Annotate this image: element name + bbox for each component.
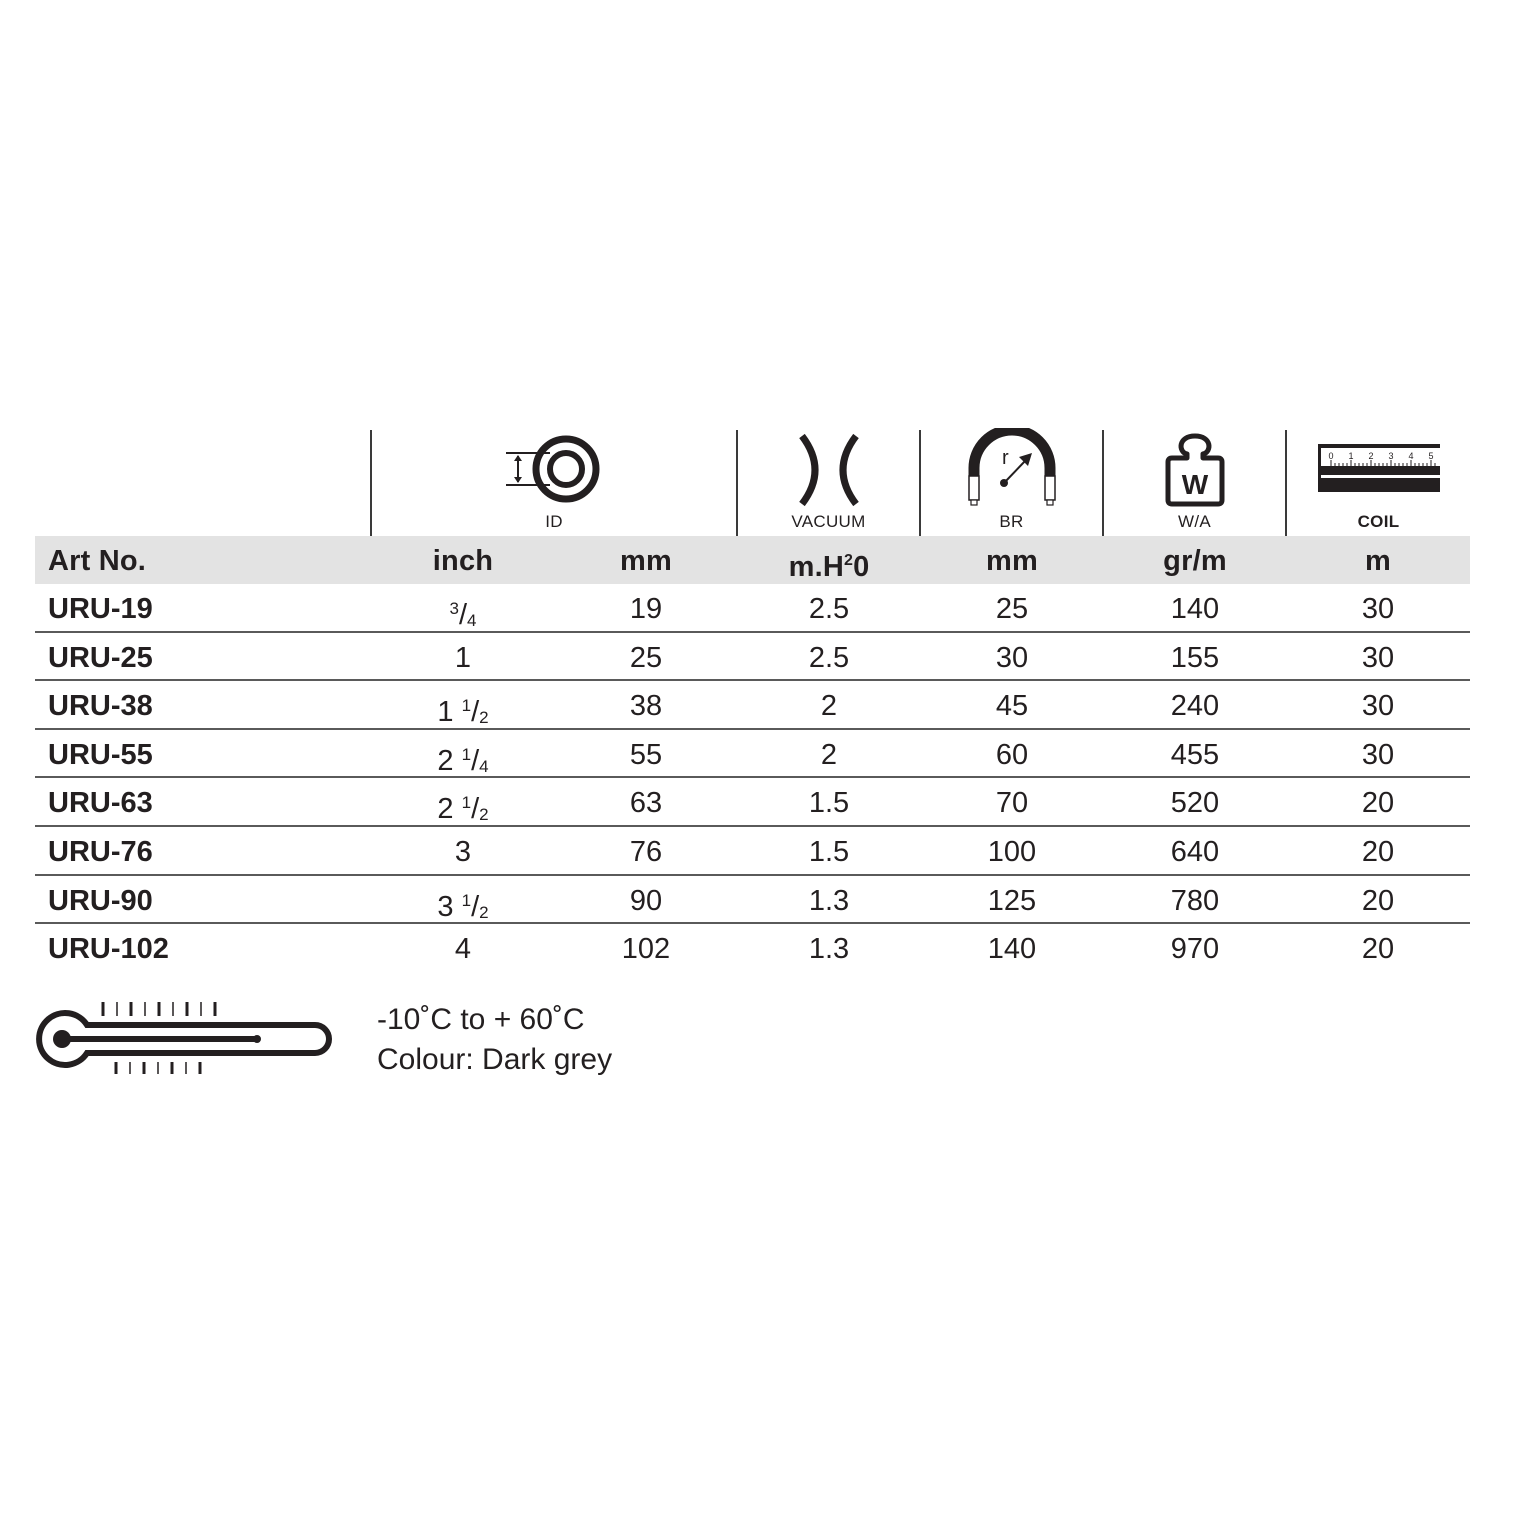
svg-text:r: r [1001, 447, 1009, 469]
art-no: URU-76 [48, 835, 153, 868]
wa-value: 455 [1170, 738, 1220, 771]
vacuum-value: 1.3 [808, 884, 850, 917]
br-value: 100 [987, 835, 1037, 868]
coil-value: 30 [1361, 738, 1395, 771]
mm-value: 25 [629, 641, 663, 674]
art-no: URU-90 [48, 884, 153, 917]
mm-value: 55 [629, 738, 663, 771]
vacuum-value: 2.5 [808, 641, 850, 674]
mm-value: 38 [629, 690, 663, 723]
vacuum-value: 1.5 [808, 787, 850, 820]
id-header [372, 428, 736, 536]
icon-header-row [35, 428, 1470, 536]
svg-text:2: 2 [1367, 451, 1374, 461]
vacuum-value: 2 [820, 690, 838, 723]
coil-value: 20 [1361, 787, 1395, 820]
wa-unit-header: gr/m [1163, 545, 1227, 577]
thermometer-icon [35, 998, 335, 1078]
wa-value: 520 [1170, 787, 1220, 820]
inch-value: 4 [454, 933, 472, 966]
table-row [35, 584, 1470, 633]
mm-value: 102 [621, 933, 671, 966]
footer-text [377, 1000, 612, 1080]
br-unit-header: mm [986, 545, 1038, 577]
art-no: URU-25 [48, 641, 153, 674]
vacuum-label: VACUUM [791, 512, 866, 531]
table-row [35, 778, 1470, 827]
wa-label: W/A [1177, 512, 1211, 531]
mm-value: 76 [629, 835, 663, 868]
footer-info [35, 998, 735, 1088]
wa-value: 140 [1170, 593, 1220, 625]
inch-value: 1 $^1/_2$ [437, 696, 489, 729]
coil-label: COIL [1357, 512, 1400, 531]
mm-value: 90 [629, 884, 663, 917]
mm-value: 19 [629, 593, 663, 625]
table-row [35, 924, 1470, 973]
svg-text:W: W [1181, 469, 1208, 500]
inch-value: 1 [454, 641, 472, 674]
table-body [35, 584, 1470, 973]
mm-header: mm [620, 545, 672, 577]
unit-header-row [35, 536, 1470, 584]
weight-icon [1164, 432, 1226, 508]
wa-value: 970 [1170, 933, 1220, 966]
vacuum-unit-header: $m.H^20$ [788, 551, 870, 583]
inch-header: inch [432, 545, 494, 577]
inch-value: 2 $^1/_4$ [437, 744, 489, 777]
id-label: ID [545, 512, 563, 531]
vacuum-icon [794, 432, 864, 508]
colour-info: Colour: Dark grey [377, 1043, 613, 1076]
inch-value: 3 $^1/_2$ [437, 890, 489, 923]
vacuum-header [738, 428, 919, 536]
svg-text:3: 3 [1387, 451, 1394, 461]
svg-text:0: 0 [1327, 451, 1334, 461]
vacuum-value: 2.5 [808, 593, 850, 625]
coil-value: 30 [1361, 690, 1395, 723]
art-no: URU-38 [48, 690, 153, 723]
table-row [35, 681, 1470, 730]
vacuum-value: 1.3 [808, 933, 850, 966]
wa-value: 155 [1170, 641, 1220, 674]
vacuum-value: 1.5 [808, 835, 850, 868]
coil-value: 20 [1361, 835, 1395, 868]
br-value: 70 [995, 787, 1029, 820]
br-value: 30 [995, 641, 1029, 674]
coil-header [1287, 428, 1470, 536]
svg-text:1: 1 [1347, 451, 1354, 461]
wa-value: 640 [1170, 835, 1220, 868]
svg-text:5: 5 [1427, 451, 1434, 461]
art-no: URU-102 [48, 933, 169, 966]
inch-value: 3 [454, 835, 472, 868]
wa-value: 780 [1170, 884, 1220, 917]
art-no: URU-63 [48, 787, 153, 820]
ruler-icon [1318, 440, 1440, 500]
br-label: BR [999, 512, 1024, 531]
art-no-header: Art No. [48, 545, 147, 577]
spec-table [35, 428, 1470, 973]
temperature-range: -10˚C to + 60˚C [377, 1003, 585, 1036]
inch-value: 2 $^1/_2$ [437, 793, 489, 826]
coil-value: 30 [1361, 593, 1395, 625]
wa-value: 240 [1170, 690, 1220, 723]
coil-value: 20 [1361, 884, 1395, 917]
table-row [35, 876, 1470, 925]
vacuum-value: 2 [820, 738, 838, 771]
br-value: 60 [995, 738, 1029, 771]
coil-value: 20 [1361, 933, 1395, 966]
br-value: 125 [987, 884, 1037, 917]
table-row [35, 827, 1470, 876]
table-row [35, 633, 1470, 682]
hose-cross-section-icon [504, 434, 604, 508]
svg-text:4: 4 [1407, 451, 1414, 461]
br-value: 140 [987, 933, 1037, 966]
coil-unit-header: m [1365, 545, 1391, 577]
br-value: 25 [995, 593, 1029, 625]
art-no: URU-19 [48, 593, 153, 625]
coil-value: 30 [1361, 641, 1395, 674]
wa-header [1104, 428, 1285, 536]
br-value: 45 [995, 690, 1029, 723]
mm-value: 63 [629, 787, 663, 820]
br-header [921, 428, 1102, 536]
art-no: URU-55 [48, 738, 153, 771]
bend-radius-icon [966, 428, 1058, 508]
table-row [35, 730, 1470, 779]
inch-value: $^3/_4$ [449, 599, 477, 631]
